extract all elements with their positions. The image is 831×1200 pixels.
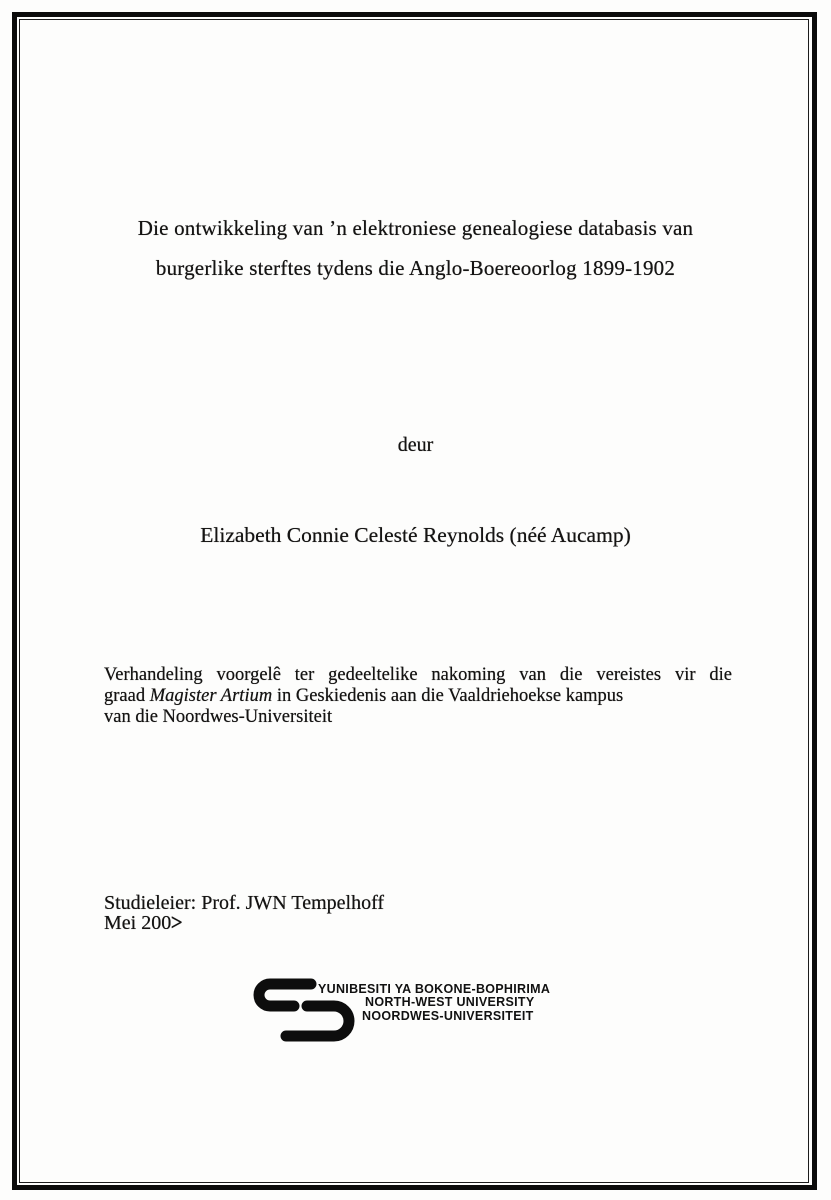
date-line <box>104 910 183 936</box>
thesis-title-line-2: burgerlike sterftes tydens die Anglo-Boereoorlog 1899-1902 <box>155 256 676 280</box>
degree-statement <box>104 665 732 728</box>
university-logo-text-setswana: YUNIBESITI YA BOKONE-BOPHIRIMA <box>318 982 551 996</box>
degree-statement-line-2 <box>104 686 732 707</box>
thesis-title <box>60 208 771 288</box>
degree-statement-line-3: van die Noordwes-Universiteit <box>104 707 333 727</box>
author-name: Elizabeth Connie Celesté Reynolds (néé Aucamp) <box>200 523 631 547</box>
date-text: Mei 200 <box>104 912 172 934</box>
degree-name: Magister Artium <box>149 686 273 706</box>
degree-statement-line-2-pre: graad <box>104 686 150 706</box>
supervisor-line: Studieleier: Prof. JWN Tempelhoff <box>104 892 385 914</box>
date-glyph: > <box>170 910 183 936</box>
thesis-title-line-1: Die ontwikkeling van ’n elektroniese genealogiese databasis van <box>137 216 694 240</box>
university-logo-text-english: NORTH-WEST UNIVERSITY <box>365 995 535 1009</box>
degree-statement-line-2-post: in Geskiedenis aan die Vaaldriehoekse kampus <box>272 686 624 706</box>
university-logo-text-afrikaans: NOORDWES-UNIVERSITEIT <box>362 1009 534 1023</box>
degree-statement-line-1: Verhandeling voorgelê ter gedeeltelike nakoming van die vereistes vir die <box>104 665 732 685</box>
byline: deur <box>397 434 434 456</box>
